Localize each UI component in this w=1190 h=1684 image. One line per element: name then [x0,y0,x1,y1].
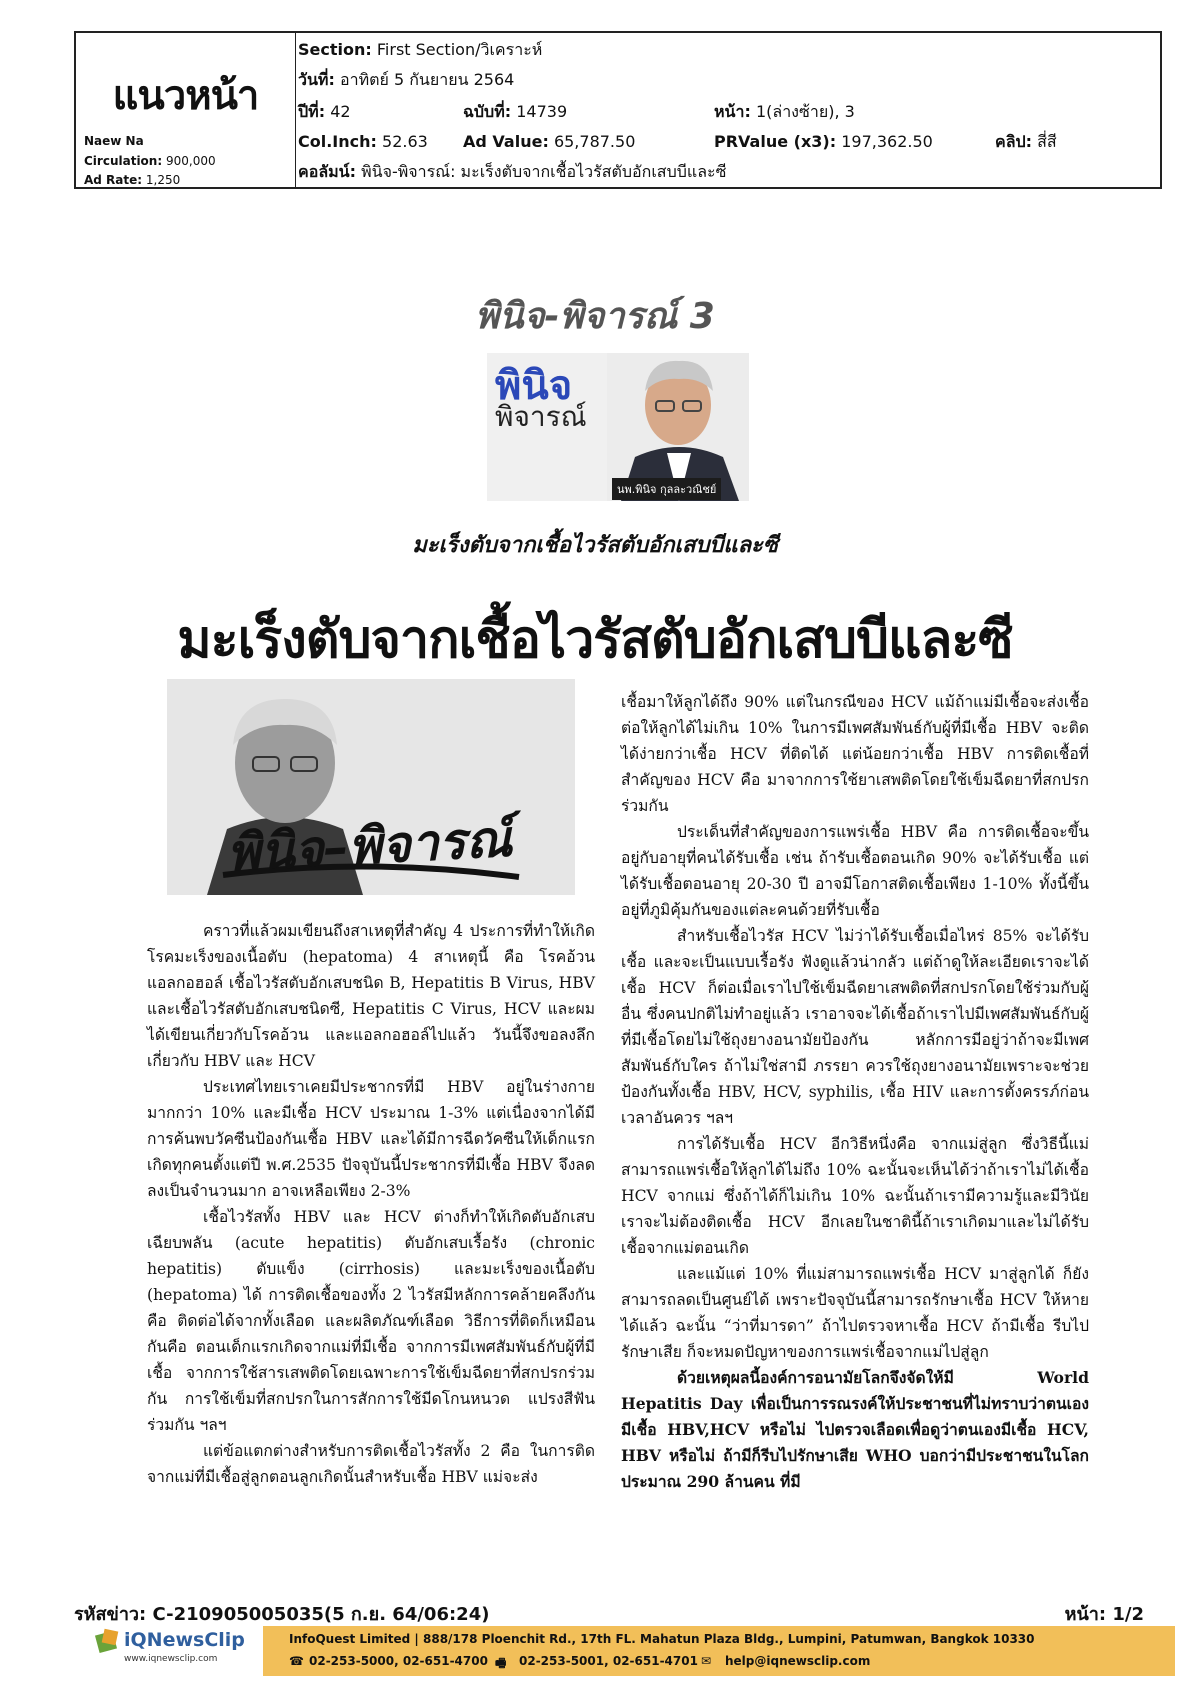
date-row: วันที่: อาทิตย์ 5 กันยายน 2564 [298,70,515,89]
clipping-header [74,31,1162,189]
paragraph: สำหรับเชื้อไวรัส HCV ไม่ว่าได้รับเชื้อเมื่อไหร่ 85% จะได้รับเชื้อ และจะเป็นแบบเรื้อรัง ฟังดูแล้วน่ากลัว แต่ถ้าดูให้ละเอียดเราจะได้เชื้อ HCV ก็ต่อเมื่อเราไปใช้เข็มฉีดยาเสพติดที่สกปรกโดยใช้ร่วมกับผู้อื่น ซึ่งคนปกติไม่ทำอยู่แล้ว เราอาจจะได้เชื้อถ้าเราไปมีเพศสัมพันธ์กับผู้ที่มีเชื้อโดยไม่ใช้ถุงยางอนามัยป้องกัน หลักการมีอยู่ว่าถ้าจะมีเพศสัมพันธ์กับใคร ถ้าไม่ใช่สามี ภรรยา ควรใช้ถุงยางอนามัยเพราะจะช่วยป้องกันทั้งเชื้อ HBV, HCV, syphilis, เชื้อ HIV และการตั้งครรภ์ก่อนเวลาอันควร ฯลฯ [621,927,1089,1127]
publication-panel [76,33,296,187]
author-portrait [167,679,575,895]
circulation: Circulation: 900,000 [84,154,216,168]
company-address: InfoQuest Limited | 888/178 Ploenchit Rd., 17th FL. Mahatun Plaza Bldg., Lumpini, Patumwan, Bangkok 10330 [289,1632,1035,1646]
article-headline: มะเร็งตับจากเชื้อไวรัสตับอักเสบบีและซี [177,610,1013,670]
email-address: help@iqnewsclip.com [725,1654,871,1668]
phone-icon: ☎ [289,1654,304,1668]
column-logo-line1: พินิจ [495,363,573,409]
publication-name-en: Naew Na [84,134,144,148]
article-column-left [147,918,595,1490]
photo-caption: นพ.พินิจ กุลละวณิชย์ [612,478,721,500]
column-row: คอลัมน์: พินิจ-พิจารณ์: มะเร็งตับจากเชื้อไวรัสตับอักเสบบีและซี [298,162,727,181]
prvalue-field: PRValue (x3): 197,362.50 [714,132,933,151]
paragraph: แต่ข้อแตกต่างสำหรับการติดเชื้อไวรัสทั้ง 2 คือ ในการติดจากแม่ที่มีเชื้อสู่ลูกตอนลูกเกิดนั้นสำหรับเชื้อ HBV แม่จะส่ง [147,1442,595,1486]
advalue-field: Ad Value: 65,787.50 [463,132,636,151]
iqnewsclip-logo [94,1625,262,1669]
paragraph: และแม้แต่ 10% ที่แม่สามารถแพร่เชื้อ HCV มาสู่ลูกได้ ก็ยังสามารถลดเป็นศูนย์ได้ เพราะปัจจุบันนี้สามารถรักษาเชื้อ HCV ให้หายได้แล้ว ฉะนั้น “ว่าที่มารดา” ถ้าไปตรวจหาเชื้อ HCV ถ้ามีเชื้อ รีบไปรักษาเสีย ก็จะหมดปัญหาของการแพร่เชื้อจากแม่ไปสู่ลูก [621,1265,1089,1361]
author-photo-panel [487,353,749,501]
column-logo-line2: พิจารณ์ [495,400,587,433]
paragraph: เชื้อไวรัสทั้ง HBV และ HCV ต่างก็ทำให้เกิดตับอักเสบเฉียบพลัน (acute hepatitis) ตับอักเสบเรื้อรัง (chronic hepatitis) ตับแข็ง (cirrhosis) และมะเร็งของเนื้อตับ (hepatoma) ได้ การติดเชื้อของทั้ง 2 ไวรัสมีหลักการคล้ายคลึงกัน คือ ติดต่อได้จากทั้งเลือด และผลิตภัณฑ์เลือด วิธีการที่ติดก็เหมือนกันคือ ตอนเด็กแรกเกิดจากแม่ที่มีเชื้อ จากการมีเพศสัมพันธ์กับผู้ที่มีเชื้อ จากการใช้สารเสพติดโดยเฉพาะการใช้เข็มฉีดยาที่สกปรกร่วมกัน การใช้เข็มที่สกปรกในการสักการใช้มีดโกนหนวด แปรงสีฟันร่วมกัน ฯลฯ [147,1208,595,1434]
phone-numbers: 02-253-5000, 02-651-4700 [309,1654,488,1668]
paragraph: เชื้อมาให้ลูกได้ถึง 90% แต่ในกรณีของ HCV แม้ถ้าแม่มีเชื้อจะส่งเชื้อต่อให้ลูกได้ไม่เกิน 10% ในการมีเพศสัมพันธ์กับผู้ที่มีเชื้อ HBV จะติดได้ง่ายกว่าเชื้อ HCV ที่ติดได้ แต่น้อยกว่าเชื้อ HBV การติดเชื้อที่สำคัญของ HCV คือ มาจากการใช้ยาเสพติดโดยใช้เข็มฉีดยาที่สกปรกร่วมกัน [621,693,1089,815]
logo-url: www.iqnewsclip.com [124,1654,218,1664]
fax-numbers: 02-253-5001, 02-651-4701 [519,1654,698,1668]
clip-icon [94,1627,122,1655]
colinch-field: Col.Inch: 52.63 [298,132,428,151]
article-column-right [621,689,1089,1495]
paragraph: ด้วยเหตุผลนี้องค์การอนามัยโลกจึงจัดให้มี World Hepatitis Day เพื่อเป็นการรณรงค์ให้ประชาชนที่ไม่ทราบว่าตนเองมีเชื้อ HBV,HCV หรือไม่ ไปตรวจเลือดเพื่อดูว่าตนเองมีเชื้อ HCV, HBV หรือไม่ ถ้ามีก็รีบไปรักษาเสีย WHO บอกว่ามีประชาชนในโลกประมาณ 290 ล้านคน ที่มี [621,1368,1089,1491]
column-subtitle: มะเร็งตับจากเชื้อไวรัสตับอักเสบบีและซี [412,533,778,558]
page-field: หน้า: 1(ล่างซ้าย), 3 [714,102,855,121]
publication-logo: แนวหน้า [112,73,259,119]
clip-color-field: คลิป: สี่สี [995,132,1057,151]
section-row: Section: First Section/วิเคราะห์ [298,40,543,59]
paragraph: คราวที่แล้วผมเขียนถึงสาเหตุที่สำคัญ 4 ประการที่ทำให้เกิดโรคมะเร็งของเนื้อตับ (hepatoma) 4 สาเหตุนี้ คือ โรคอ้วน แอลกอฮอล์ เชื้อไวรัสตับอักเสบชนิด B, Hepatitis B Virus, HBV และเชื้อไวรัสตับอักเสบชนิดซี, Hepatitis C Virus, HCV และผมได้เขียนเกี่ยวกับโรคอ้วน และแอลกอฮอล์ไปแล้ว วันนี้จึงขอลงลึกเกี่ยวกับ HBV และ HCV [147,922,595,1070]
clip-code: รหัสข่าว: C-210905005035(5 ก.ย. 64/06:24) [74,1604,490,1625]
year-field: ปีที่: 42 [298,102,351,121]
paragraph: ประเทศไทยเราเคยมีประชากรที่มี HBV อยู่ในร่างกายมากกว่า 10% และมีเชื้อ HCV ประมาณ 1-3% แต่เนื่องจากได้มีการค้นพบวัคซีนป้องกันเชื้อ HBV และได้มีการฉีดวัคซีนให้เด็กแรกเกิดทุกคนตั้งแต่ปี พ.ศ.2535 ปัจจุบันนี้ประชากรที่มีเชื้อ HBV จึงลดลงเป็นจำนวนมาก อาจเหลือเพียง 2-3% [147,1078,595,1200]
column-header: พินิจ-พิจารณ์ 3 [475,296,715,337]
portrait-column-name: พินิจ–พิจารณ์ [225,809,514,883]
contact-bar [263,1626,1175,1676]
paragraph: ประเด็นที่สำคัญของการแพร่เชื้อ HBV คือ การติดเชื้อจะขึ้นอยู่กับอายุที่คนได้รับเชื้อ เช่น ถ้ารับเชื้อตอนเกิด 90% จะได้รับเชื้อ แต่ได้รับเชื้อตอนอายุ 20-30 ปี อาจมีโอกาสติดเชื้อเพียง 1-10% ทั้งนี้ขึ้นอยู่ที่ภูมิคุ้มกันของแต่ละคนด้วยที่รับเชื้อ [621,823,1089,919]
paragraph: การได้รับเชื้อ HCV อีกวิธีหนึ่งคือ จากแม่สู่ลูก ซึ่งวิธีนี้แม่สามารถแพร่เชื้อให้ลูกได้ไม่ถึง 10% ฉะนั้นจะเห็นได้ว่าถ้าเราไม่ได้เชื้อ HCV จากแม่ ซึ่งถ้าได้ก็ไม่เกิน 10% ฉะนั้นถ้าเรามีความรู้และมีวินัย เราจะไม่ต้องติดเชื้อ HCV อีกเลยในชาตินี้ถ้าเราเกิดมาและไม่ได้รับเชื้อจากแม่ตอนเกิด [621,1135,1089,1257]
issue-field: ฉบับที่: 14739 [463,102,568,121]
logo-text: iQNewsClip [124,1629,245,1651]
email-icon: ✉ [701,1654,712,1668]
ad-rate: Ad Rate: 1,250 [84,173,181,187]
fax-icon: 🖷 [495,1656,507,1670]
page-number: หน้า: 1/2 [1064,1604,1144,1625]
